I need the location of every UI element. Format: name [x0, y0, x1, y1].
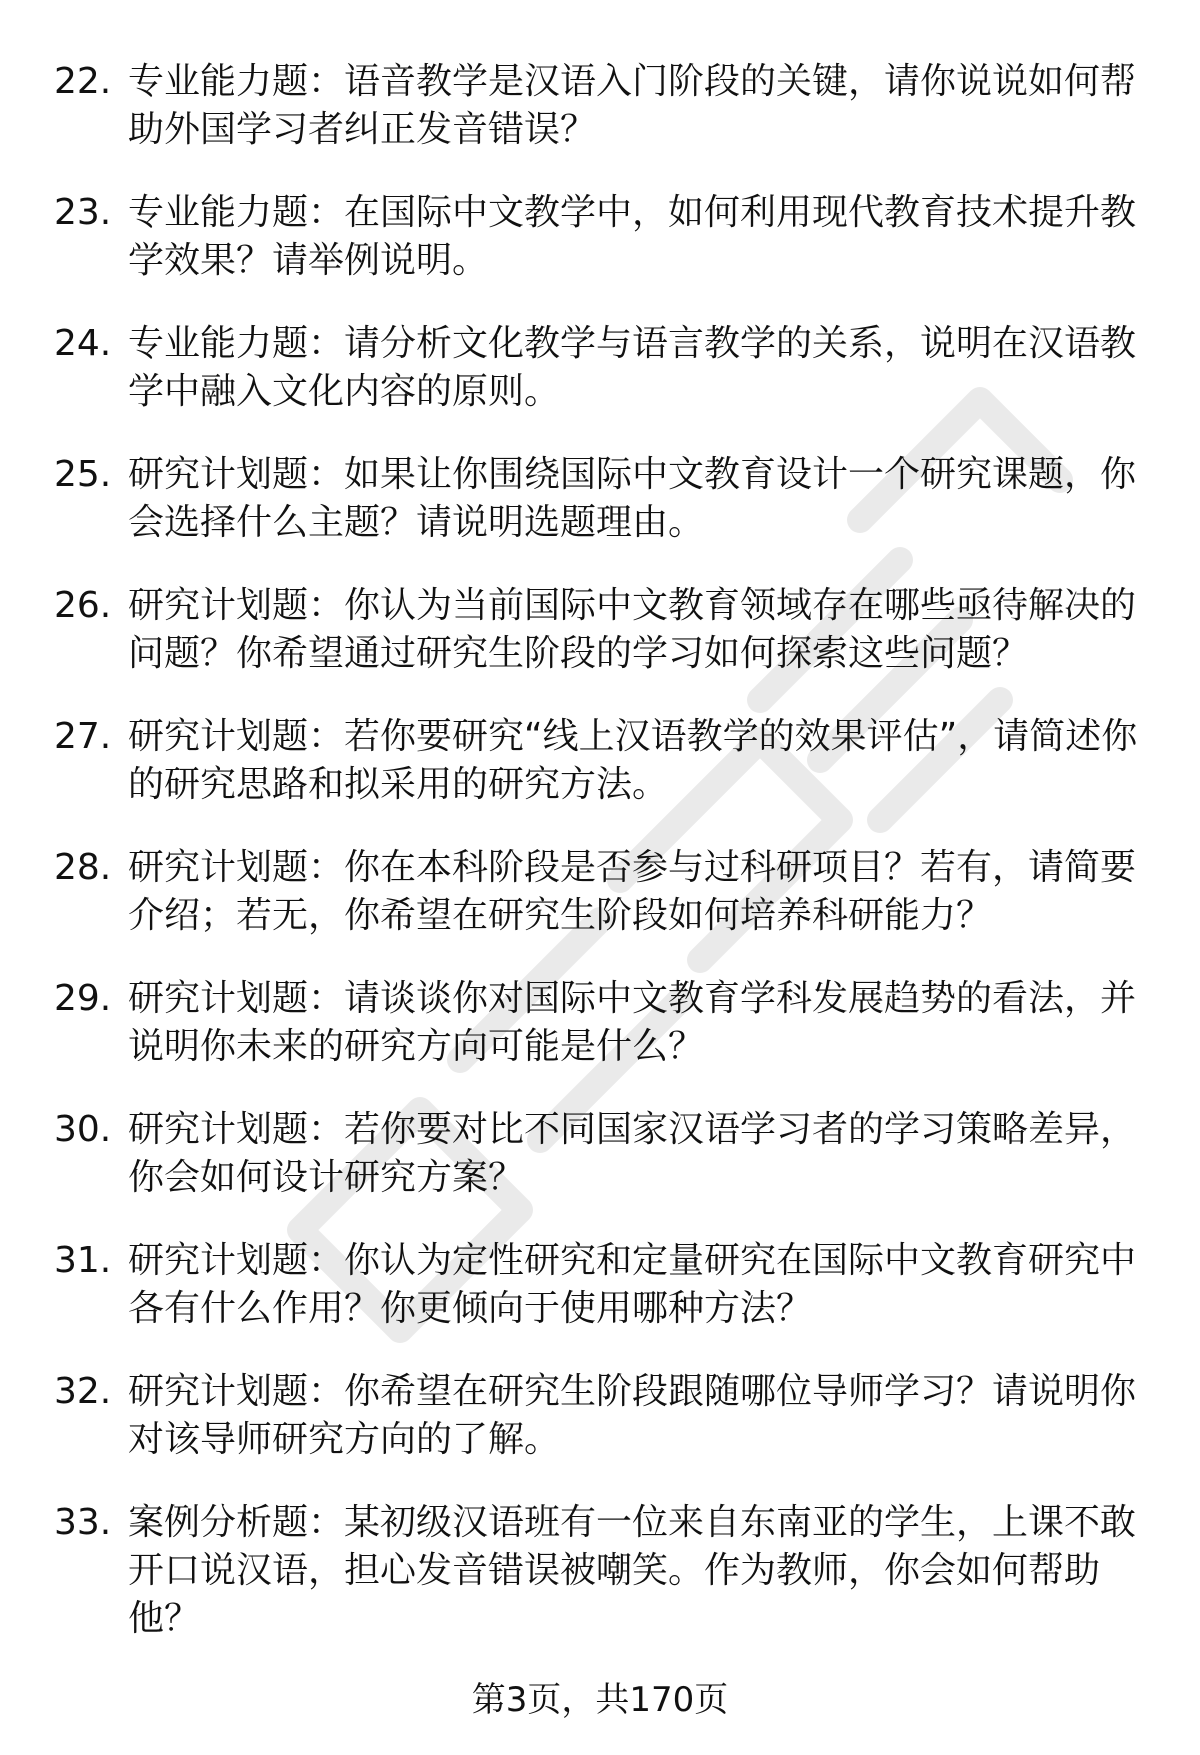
question-item [54, 1368, 1154, 1464]
question-number: 27. [54, 716, 112, 757]
question-text: 研究计划题：如果让你围绕国际中文教育设计一个研究课题，你会选择什么主题？请说明选题理由。 [128, 454, 1137, 543]
question-item [54, 451, 1154, 547]
question-number: 32. [54, 1371, 112, 1412]
question-number: 29. [54, 978, 112, 1019]
question-number: 25. [54, 454, 112, 495]
question-number: 28. [54, 847, 112, 888]
question-text: 研究计划题：若你要对比不同国家汉语学习者的学习策略差异，你会如何设计研究方案？ [128, 1109, 1137, 1198]
question-number: 30. [54, 1109, 112, 1150]
question-item [54, 844, 1154, 940]
question-text: 研究计划题：你认为定性研究和定量研究在国际中文教育研究中各有什么作用？你更倾向于使用哪种方法？ [128, 1240, 1137, 1329]
question-text: 专业能力题：在国际中文教学中，如何利用现代教育技术提升教学效果？请举例说明。 [128, 192, 1137, 281]
question-text: 专业能力题：语音教学是汉语入门阶段的关键，请你说说如何帮助外国学习者纠正发音错误？ [128, 61, 1137, 150]
question-item [54, 58, 1154, 154]
question-text: 研究计划题：请谈谈你对国际中文教育学科发展趋势的看法，并说明你未来的研究方向可能是什么？ [128, 978, 1137, 1067]
question-text: 研究计划题：你在本科阶段是否参与过科研项目？若有，请简要介绍；若无，你希望在研究生阶段如何培养科研能力？ [128, 847, 1137, 936]
question-item [54, 1106, 1154, 1202]
question-item [54, 975, 1154, 1071]
question-number: 31. [54, 1240, 112, 1281]
question-text: 研究计划题：你认为当前国际中文教育领域存在哪些亟待解决的问题？你希望通过研究生阶段的学习如何探索这些问题？ [128, 585, 1137, 674]
question-text: 案例分析题：某初级汉语班有一位来自东南亚的学生，上课不敢开口说汉语，担心发音错误被嘲笑。作为教师，你会如何帮助他？ [128, 1502, 1137, 1639]
question-number: 24. [54, 323, 112, 364]
page-footer: 第3页，共170页 [471, 1680, 729, 1720]
question-item [54, 713, 1154, 809]
question-item [54, 189, 1154, 285]
question-number: 33. [54, 1502, 112, 1543]
question-item [54, 1499, 1154, 1643]
question-text: 研究计划题：你希望在研究生阶段跟随哪位导师学习？请说明你对该导师研究方向的了解。 [128, 1371, 1137, 1460]
question-number: 23. [54, 192, 112, 233]
question-text: 研究计划题：若你要研究“线上汉语教学的效果评估”，请简述你的研究思路和拟采用的研究方法。 [128, 716, 1138, 805]
question-list [54, 58, 1154, 1678]
question-item [54, 582, 1154, 678]
question-item [54, 1237, 1154, 1333]
question-number: 22. [54, 61, 112, 102]
question-number: 26. [54, 585, 112, 626]
question-text: 专业能力题：请分析文化教学与语言教学的关系，说明在汉语教学中融入文化内容的原则。 [128, 323, 1137, 412]
question-item [54, 320, 1154, 416]
